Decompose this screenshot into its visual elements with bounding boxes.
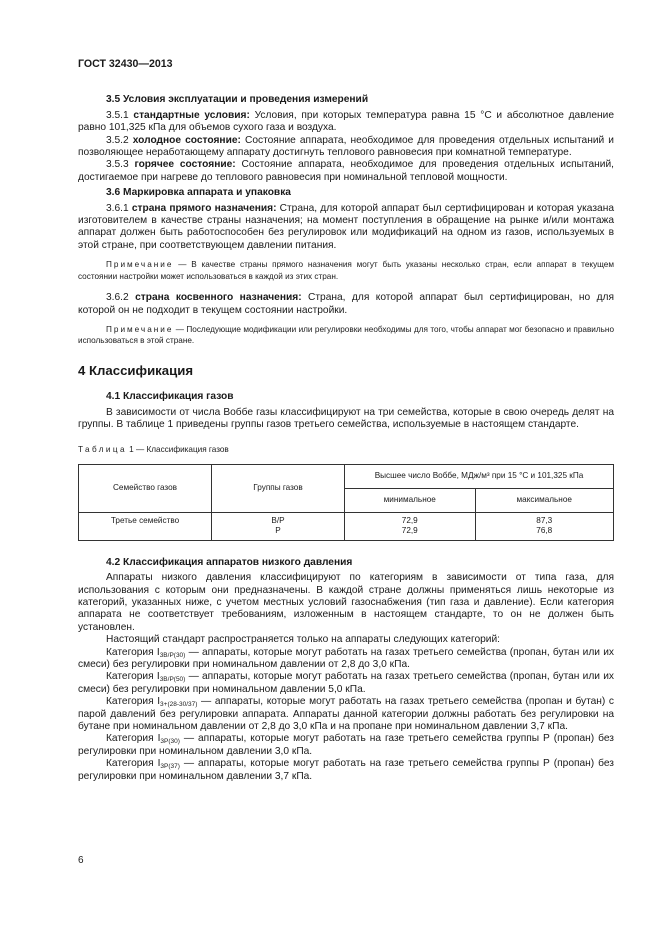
table-caption: Таблица 1 — Классификация газов <box>78 445 229 455</box>
section-4-1-text: В зависимости от числа Воббе газы классифицируют на три семейства, которые в свою очередь делят на группы. В таблице 1 приведены группы газов третьего семейства, используемые в настоящем стандарте. <box>78 406 614 430</box>
header-wobbe: Высшее число Воббе, МДж/м³ при 15 °С и 101,325 кПа <box>345 464 614 488</box>
category-2: Категория $I_{3B/P(50)}$ — аппараты, которые могут работать на газах третьего семейства (пропан, бутан или их смеси) без регулировки при номинальном давлении 5,0 кПа. <box>78 671 614 695</box>
header-min: минимальное <box>345 488 476 512</box>
clause-3-5-3: 3.5.3 горячее состояние: Состояние аппарата, необходимое для проведения отдельных испытаний, достигаемое при нагреве до теплового равновесия при номинальной тепловой мощности. <box>78 159 614 183</box>
section-4-2-scope: Настоящий стандарт распространяется только на аппараты следующих категорий: <box>106 634 501 646</box>
cell-max: 87,3 76,8 <box>475 512 614 540</box>
clause-3-6-1: 3.6.1 страна прямого назначения: Страна, для которой аппарат был сертифицирован и которая указана изготовителем в качестве страны назначения; на момент поступления в обращение на рынке и/или монтажа аппарат должен быть работоспособен без регулировок или модификаций на одном из газов, используемых в этой стране, при соответствующем давлении питания. <box>78 202 614 251</box>
cell-min: 72,9 72,9 <box>345 512 476 540</box>
header-family: Семейство газов <box>79 464 212 512</box>
category-5: Категория $I_{3P(37)}$ — аппараты, которые могут работать на газе третьего семейства группы Р (пропан) без регулировки при номинальном давлении 3,7 кПа. <box>78 758 614 782</box>
cell-family: Третье семейство <box>79 512 212 540</box>
section-4-2-title: 4.2 Классификация аппаратов низкого давления <box>106 556 353 568</box>
section-4-title: 4 Классификация <box>78 362 194 378</box>
note-1: Примечание — В качестве страны прямого назначения могут быть указаны несколько стран, если аппарат в текущем состоянии настройки может использоваться в каждой из этих стран. <box>78 260 614 281</box>
table-row <box>79 512 614 540</box>
header-groups: Группы газов <box>212 464 345 512</box>
document-header: ГОСТ 32430—2013 <box>78 58 173 70</box>
clause-3-6-2: 3.6.2 страна косвенного назначения: Страна, для которой аппарат был сертифицирован, но для которой он не подходит в текущем состоянии настройки. <box>78 292 614 316</box>
clause-3-5-1: 3.5.1 стандартные условия: Условия, при которых температура равна 15 °С и абсолютное давление равно 101,325 кПа для объемов сухого газа и воздуха. <box>78 109 614 134</box>
category-4: Категория $I_{3P(30)}$ — аппараты, которые могут работать на газе третьего семейства группы Р (пропан) без регулировки при номинальном давлении 3,0 кПа. <box>78 733 614 757</box>
section-3-6-title: 3.6 Маркировка аппарата и упаковка <box>106 187 291 199</box>
note-2: Примечание — Последующие модификации или регулировки необходимы для того, чтобы аппарат мог безопасно и правильно использоваться в этой стране. <box>78 324 614 346</box>
category-1: Категория $I_{3B/P(30)}$ — аппараты, которые могут работать на газах третьего семейства (пропан, бутан или их смеси) без регулировки при номинальном давлении от 2,8 до 3,0 кПа. <box>78 646 614 670</box>
section-4-1-title: 4.1 Классификация газов <box>106 391 234 403</box>
document-page <box>78 58 614 783</box>
header-max: максимальное <box>475 488 614 512</box>
gas-classification-table <box>78 464 614 541</box>
clause-3-5-2: 3.5.2 холодное состояние: Состояние аппарата, необходимое для проведения отдельных испытаний и позволяющее неработающему аппарату достигнуть теплового равновесия при комнатной температуре. <box>78 134 614 159</box>
section-4-2-text: Аппараты низкого давления классифицируют по категориям в зависимости от типа газа, для использования с которым они предназначены. В каждой стране должны применяться лишь некоторые из категорий, указанных ниже, с учетом местных условий газоснабжения (тип газа и давление). Если категория аппарата не соответствует требованиям, изложенным в настоящем стандарте, то он не должен быть установлен. <box>78 572 614 633</box>
category-3: Категория $I_{3+(28-30/37)}$ — аппараты, которые могут работать на газах третьего семейства (пропан и бутан) с парой давлений без регулировки аппарата. Аппараты данной категории должны работать без регулировки на бутане при номинальном давлении от 2,8 до 3,0 кПа и на пропане при номинальном давлении 3,7 кПа. <box>78 696 614 733</box>
section-3-5-title: 3.5 Условия эксплуатации и проведения измерений <box>106 94 369 106</box>
page-number: 6 <box>78 855 84 866</box>
cell-groups: B/P P <box>212 512 345 540</box>
